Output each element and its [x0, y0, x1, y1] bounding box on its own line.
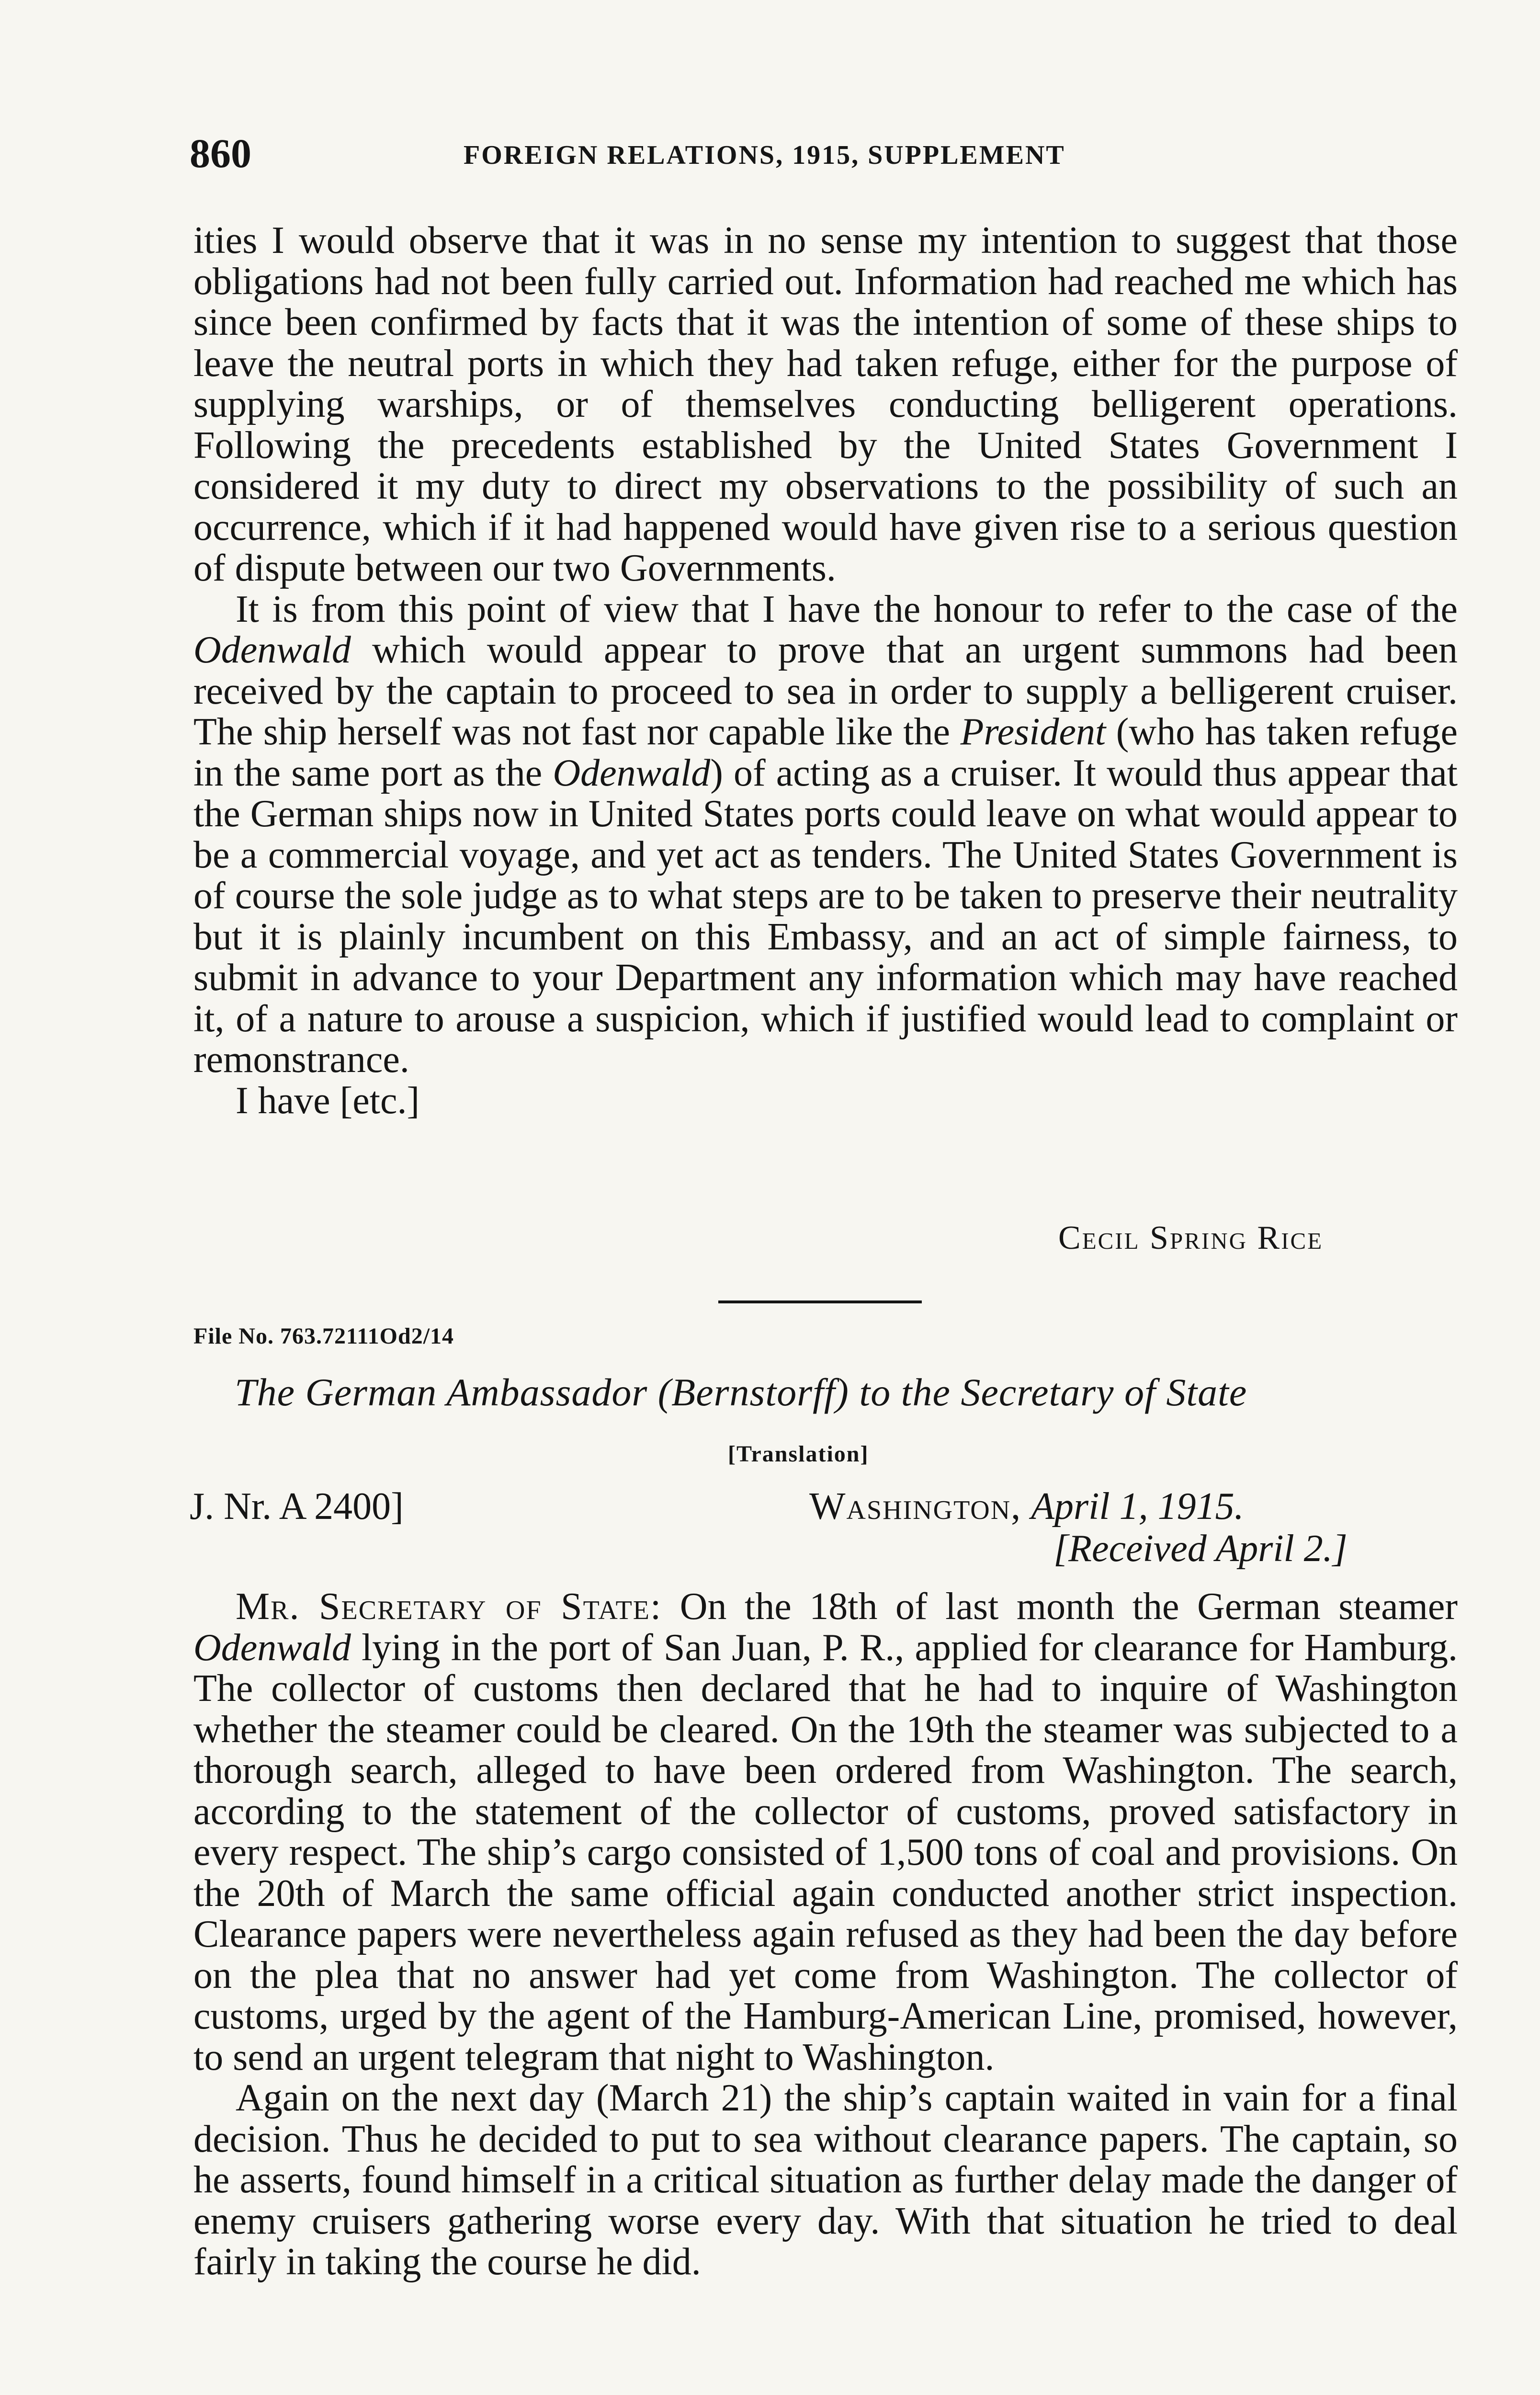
reference-number: J. Nr. A 2400]: [190, 1485, 404, 1528]
text-run: It is from this point of view that I have the honour to refer to the case of the: [236, 588, 1458, 630]
section-divider: [718, 1300, 922, 1303]
text-run: ) of acting as a cruiser. It would thus appear that the German ships now in United States ports could leave on what would appear to be a commercial voyage, and yet act as tenders. The United States Government is of course the sole judge as to what steps are to be taken to preserve their neutrality but it is plainly incumbent on this Embassy, and an act of simple fairness, to submit in advance to your Department any information which may have reached it, of a nature to arouse a suspicion, which if justified would lead to complaint or remonstrance.: [193, 752, 1458, 1081]
letter-two-paragraph-1: [193, 1586, 1458, 2078]
running-head: FOREIGN RELATIONS, 1915, SUPPLEMENT: [464, 140, 1065, 170]
document-title: The German Ambassador (Bernstorff) to the Secretary of State: [235, 1370, 1247, 1414]
received-text: [Received April 2.]: [1053, 1528, 1348, 1570]
letter-one-paragraph-2: [193, 589, 1458, 1081]
salutation: Mr. Secretary of State:: [236, 1585, 662, 1628]
text-run: which would appear to prove that an urgent summons had been received by the captain to proceed to sea in order to supply a belligerent cruiser. The ship herself was not fast nor capable like the: [193, 629, 1458, 753]
place: Washington,: [809, 1485, 1022, 1528]
ship-name-italic: Odenwald: [193, 1626, 351, 1669]
text-run: On the 18th of last month the German steamer: [662, 1585, 1458, 1628]
translation-note: [Translation]: [728, 1441, 869, 1467]
letter-one-closing: I have [etc.]: [236, 1079, 420, 1122]
date: April 1, 1915.: [1031, 1485, 1244, 1528]
letter-one-paragraph-1: ities I would observe that it was in no sense my intention to suggest that those obligations had not been fully carried out. Information had reached me which has since been confirmed by facts that it was the intention of some of these ships to leave the neutral ports in which they had taken refuge, either for the purpose of supplying warships, or of themselves conducting belligerent operations. Following the precedents established by the United States Government I considered it my duty to direct my observations to the possibility of such an occurrence, which if it had happened would have given rise to a serious question of dispute between our two Governments.: [193, 219, 1458, 589]
received-date: [1053, 1527, 1348, 1571]
text-run: lying in the port of San Juan, P. R., applied for clearance for Hamburg. The collector of customs then declared that he had to inquire of Washington whether the steamer could be cleared. On the 19th the steamer was subjected to a thorough search, alleged to have been ordered from Washington. The search, according to the statement of the collector of customs, proved satisfactory in every respect. The ship’s cargo consisted of 1,500 tons of coal and provisions. On the 20th of March the same official again conducted another strict inspection. Clearance papers were nevertheless again refused as they had been the day before on the plea that no answer had yet come from Washington. The collector of customs, urged by the agent of the Hamburg-American Line, promised, however, to send an urgent telegram that night to Washington.: [193, 1626, 1458, 2078]
letter-one-body: [193, 220, 1458, 1121]
text-run: (who has taken refuge in the same port as the: [193, 711, 1458, 794]
place-date: [809, 1485, 1244, 1528]
letter-two-body: [193, 1586, 1458, 2283]
page-number: 860: [190, 130, 251, 176]
signature: Cecil Spring Rice: [1058, 1220, 1324, 1256]
ship-name-italic: Odenwald: [193, 629, 351, 671]
page-header: [190, 129, 1449, 182]
ship-name-italic: President: [960, 711, 1106, 753]
ship-name-italic: Odenwald: [553, 752, 711, 794]
letter-two-paragraph-2: Again on the next day (March 21) the ship’s captain waited in vain for a final decision. Thus he decided to put to sea without clearance papers. The captain, so he asserts, found himself in a critical situation as further delay made the danger of enemy cruisers gathering worse every day. With that situation he tried to deal fairly in taking the course he did.: [193, 2077, 1458, 2283]
file-number: File No. 763.72111Od2/14: [193, 1323, 454, 1349]
